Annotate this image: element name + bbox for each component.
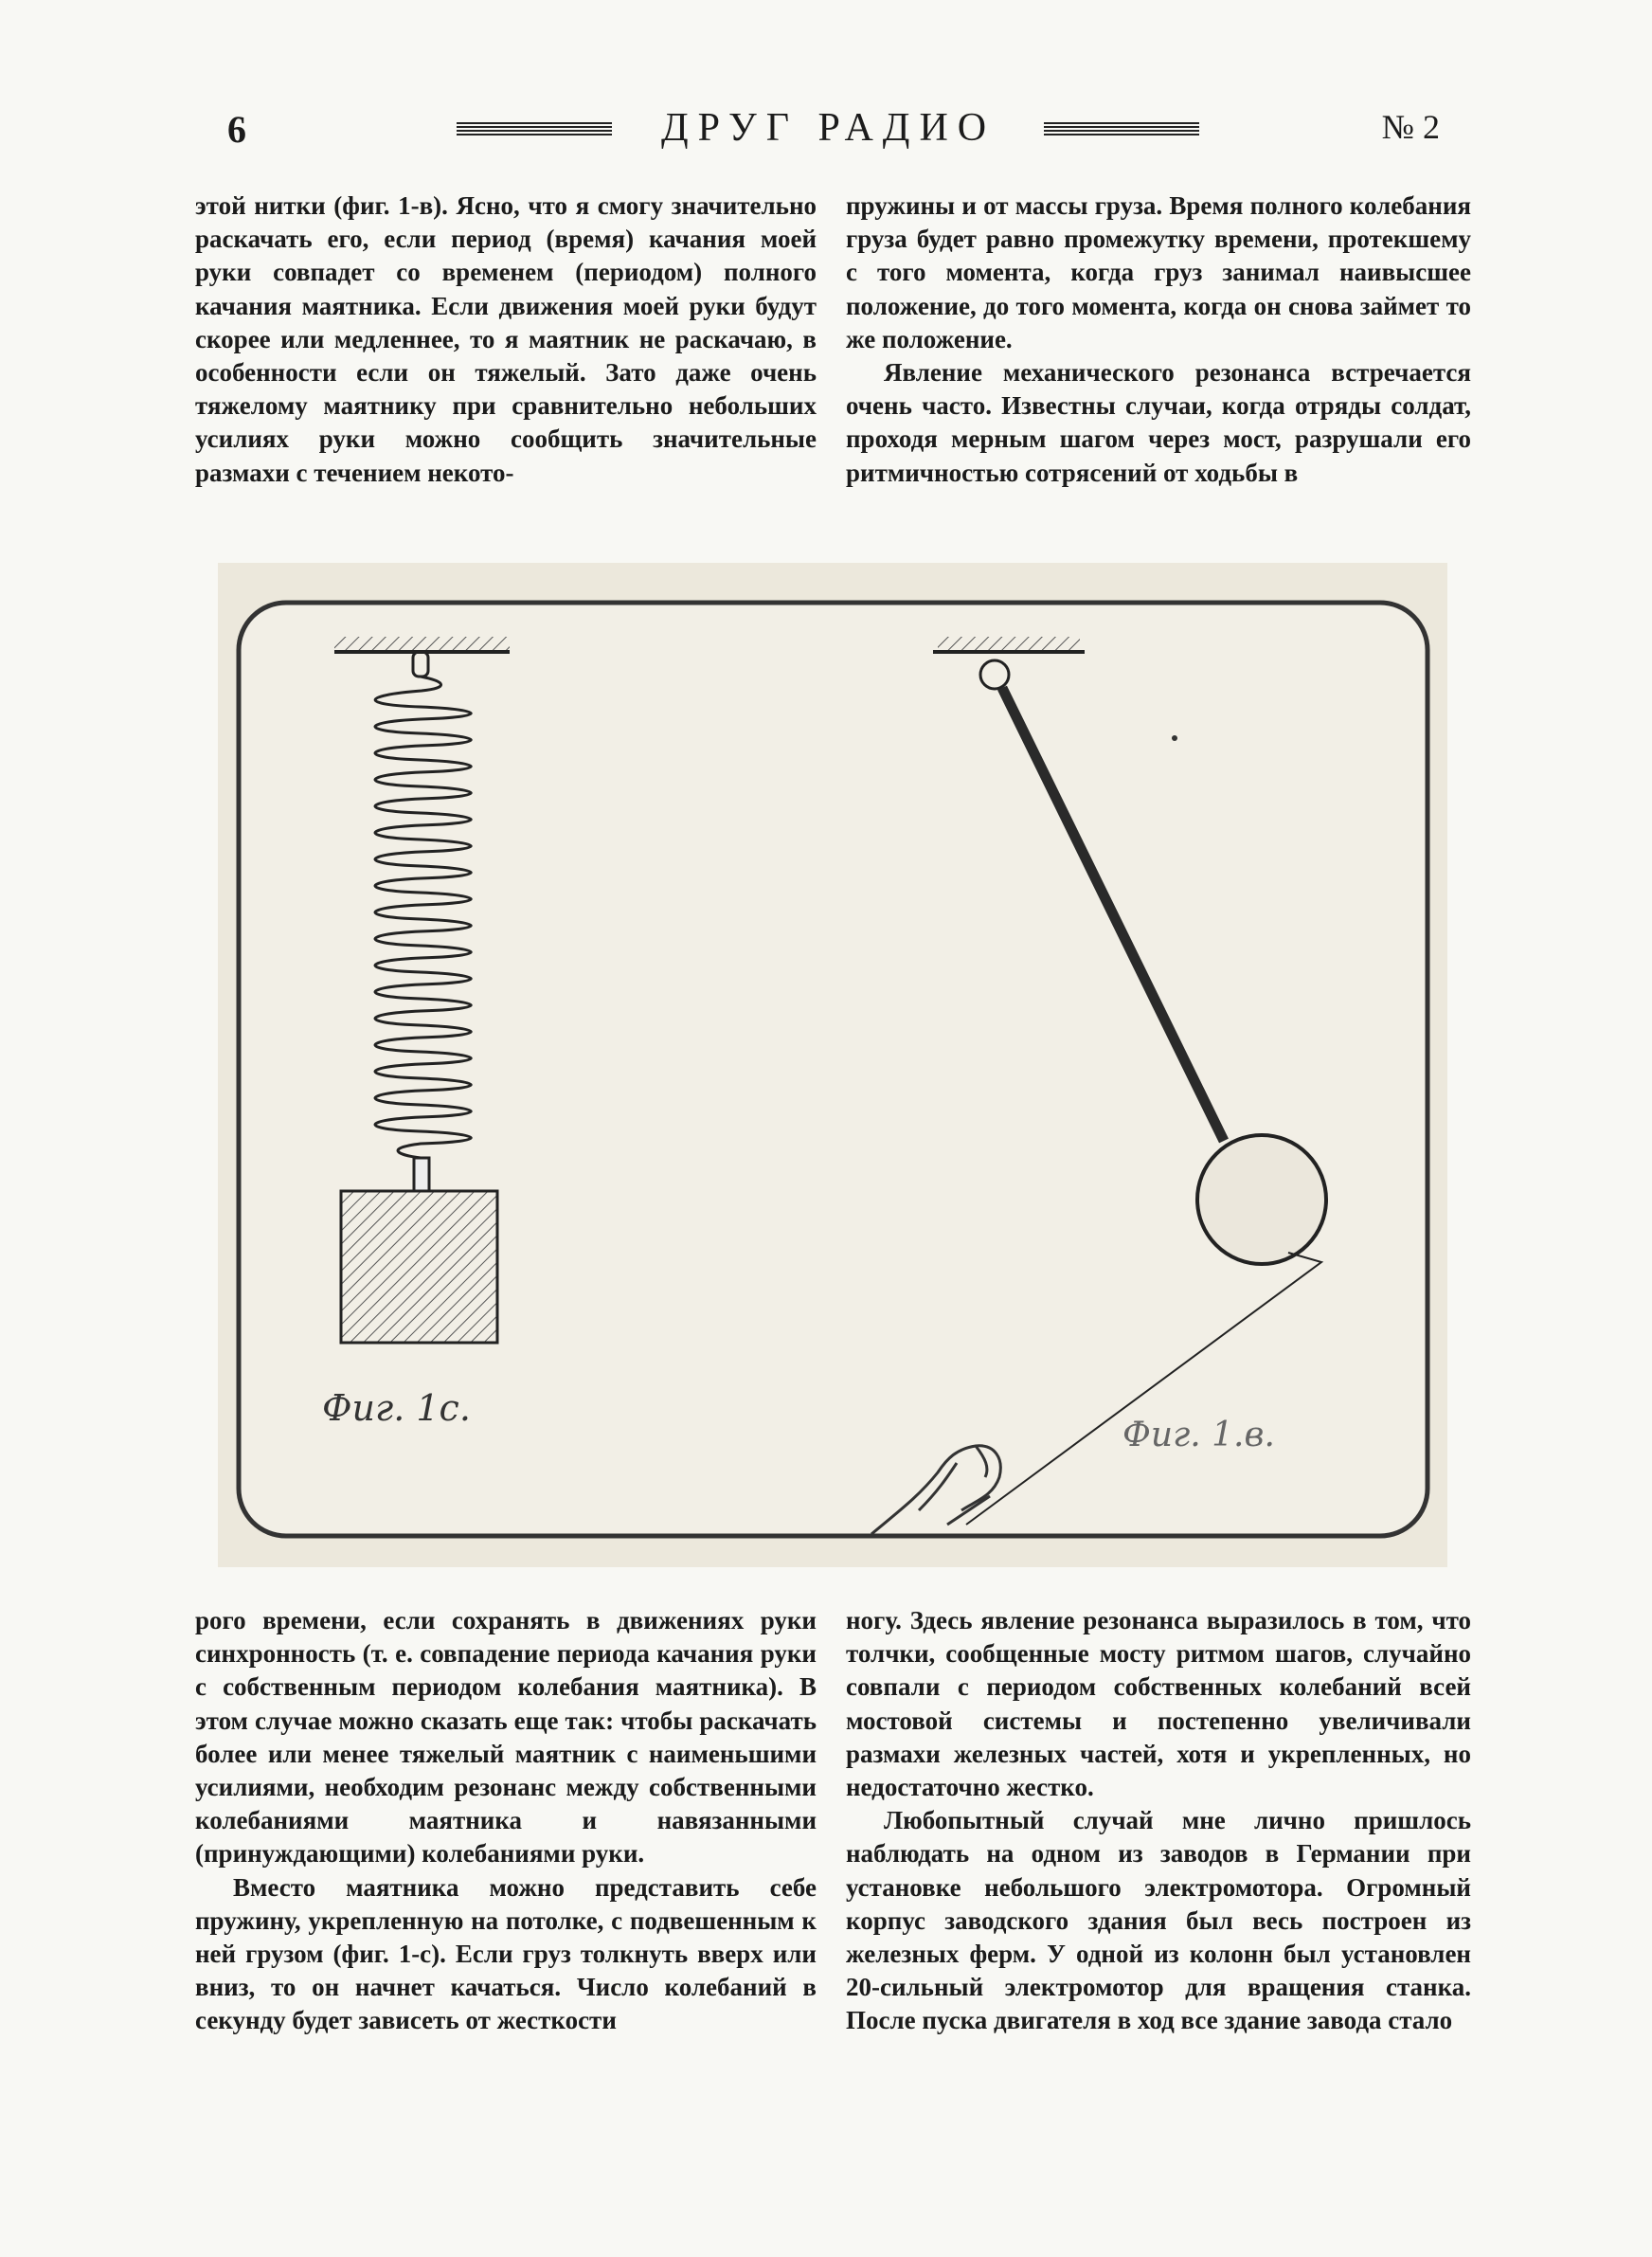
ceiling-hatch-left	[334, 637, 510, 650]
paragraph: Любопытный случай мне лично пришлось наблюдать на одном из заводов в Германии при установке небольшого электромотора. Огромный корпус заводского здания был весь построен из железных ферм. У одной из колонн был установлен 20-сильный электромотор для вращения станка. После пуска двигателя в ход все здание завода стало	[846, 1806, 1471, 2035]
column-bottom-right	[846, 1604, 1471, 2038]
magazine-title: ДРУГ РАДИО	[661, 106, 997, 150]
pendulum-bob	[1197, 1135, 1326, 1264]
ceiling-hatch-right	[938, 637, 1080, 650]
paragraph: рого времени, если сохранять в движениях руки синхронность (т. е. совпадение периода качания руки с собственным периодом колебания маятника). В этом случае можно сказать еще так: чтобы раскачать более или менее тяжелый маятник с наименьшими усилиями, необходим резонанс между собственными колебаниями маятника и навязанными (принуждающими) колебаниями руки.	[195, 1606, 817, 1869]
pendulum-pivot	[980, 660, 1009, 689]
header-rule-left	[457, 122, 612, 137]
hanging-weight	[341, 1191, 497, 1343]
column-top-left	[195, 190, 817, 490]
figure-1	[218, 563, 1447, 1567]
column-bottom-left	[195, 1604, 817, 2038]
speck	[1172, 735, 1177, 741]
paragraph: Явление механического резонанса встречается очень часто. Известны случаи, когда отряды солдат, проходя мерным шагом через мост, разрушали его ритмичностью сотрясений от ходьбы в	[846, 358, 1471, 487]
page-number: 6	[227, 108, 246, 151]
caption-fig-1c: Фиг. 1с.	[322, 1387, 471, 1429]
issue-number: № 2	[1381, 108, 1440, 146]
paragraph: пружины и от массы груза. Время полного колебания груза будет равно промежутку времени, протекшему с того момента, когда груз занимал наивысшее положение, до того момента, когда он снова займет то же положение.	[846, 191, 1471, 353]
weight-hook	[414, 1158, 429, 1191]
header-rule-right	[1044, 122, 1199, 137]
caption-fig-1b: Фиг. 1.в.	[1122, 1416, 1275, 1454]
paragraph: Вместо маятника можно представить себе пружину, укрепленную на потолке, с подвешенным к ней грузом (фиг. 1-с). Если груз толкнуть вверх или вниз, то он начнет качаться. Число колебаний в секунду будет зависеть от жесткости	[195, 1872, 817, 2035]
paragraph: ногу. Здесь явление резонанса выразилось в том, что толчки, сообщенные мосту ритмом шагов, случайно совпали с периодом собственных колебаний всей мостовой системы и постепенно увеличивали размахи железных частей, хотя и укрепленных, но недостаточно жестко.	[846, 1606, 1471, 1802]
paragraph: этой нитки (фиг. 1-в). Ясно, что я смогу значительно раскачать его, если период (время) качания моей руки совпадет со временем (периодом) полного качания маятника. Если движения моей руки будут скорее или медленнее, то я маятник не раскачаю, в особенности если он тяжелый. Зато даже очень тяжелому маятнику при сравнительно небольших усилиях руки можно сообщить значительные размахи с течением некото-	[195, 191, 817, 487]
page-header	[227, 99, 1440, 166]
column-top-right	[846, 190, 1471, 490]
